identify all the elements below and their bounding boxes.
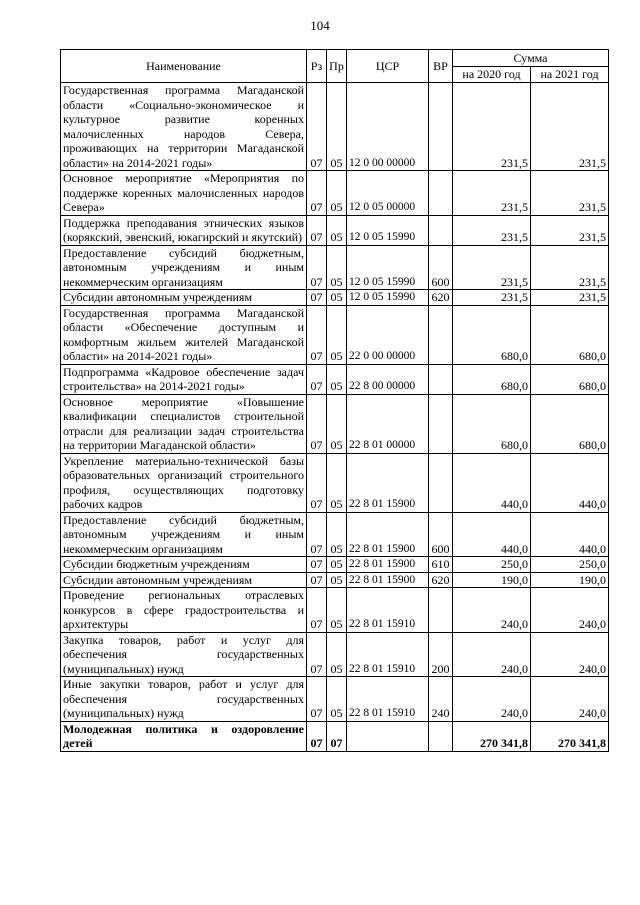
row-rz: 07 — [307, 364, 327, 394]
row-rz: 07 — [307, 632, 327, 677]
table-row — [61, 721, 609, 751]
row-sum-2021: 680,0 — [531, 364, 609, 394]
row-sum-2021: 231,5 — [531, 83, 609, 171]
row-vr — [429, 171, 453, 216]
row-name: Проведение региональных отраслевых конкурсов в сфере градостроительства и архитектуры — [61, 588, 307, 633]
table-row — [61, 632, 609, 677]
row-sum-2020: 440,0 — [453, 453, 531, 512]
row-vr — [429, 721, 453, 751]
row-csr: 12 0 05 15990 — [347, 290, 429, 306]
row-name: Предоставление субсидий бюджетным, автономным учреждениям и иным некоммерческим организациям — [61, 245, 307, 290]
row-rz: 07 — [307, 305, 327, 364]
table-row — [61, 588, 609, 633]
row-pr: 05 — [327, 572, 347, 588]
row-sum-2021: 231,5 — [531, 171, 609, 216]
row-csr: 22 8 01 15910 — [347, 677, 429, 722]
row-sum-2020: 680,0 — [453, 305, 531, 364]
row-pr: 05 — [327, 453, 347, 512]
table-row — [61, 364, 609, 394]
row-sum-2021: 680,0 — [531, 394, 609, 453]
row-pr: 05 — [327, 588, 347, 633]
row-name: Предоставление субсидий бюджетным, автономным учреждениям и иным некоммерческим организациям — [61, 512, 307, 557]
row-vr — [429, 305, 453, 364]
table-row — [61, 290, 609, 306]
table-row — [61, 677, 609, 722]
row-rz: 07 — [307, 572, 327, 588]
row-sum-2021: 440,0 — [531, 453, 609, 512]
row-vr — [429, 364, 453, 394]
row-sum-2020: 190,0 — [453, 572, 531, 588]
table-row — [61, 305, 609, 364]
row-rz: 07 — [307, 394, 327, 453]
row-name: Субсидии автономным учреждениям — [61, 290, 307, 306]
row-name: Поддержка преподавания этнических языков (корякский, эвенский, юкагирский и якутский) — [61, 215, 307, 245]
row-sum-2020: 240,0 — [453, 677, 531, 722]
page-number: 104 — [310, 18, 330, 33]
row-sum-2021: 190,0 — [531, 572, 609, 588]
row-sum-2020: 231,5 — [453, 215, 531, 245]
row-rz: 07 — [307, 557, 327, 573]
row-sum-2021: 231,5 — [531, 290, 609, 306]
row-pr: 05 — [327, 83, 347, 171]
header-vr: ВР — [429, 50, 453, 83]
row-sum-2021: 680,0 — [531, 305, 609, 364]
row-vr: 240 — [429, 677, 453, 722]
row-rz: 07 — [307, 677, 327, 722]
row-sum-2021: 231,5 — [531, 215, 609, 245]
row-sum-2020: 240,0 — [453, 632, 531, 677]
row-csr: 22 8 00 00000 — [347, 364, 429, 394]
row-rz: 07 — [307, 83, 327, 171]
row-rz: 07 — [307, 245, 327, 290]
row-vr: 600 — [429, 245, 453, 290]
row-sum-2020: 240,0 — [453, 588, 531, 633]
row-sum-2020: 231,5 — [453, 290, 531, 306]
row-sum-2021: 250,0 — [531, 557, 609, 573]
header-csr: ЦСР — [347, 50, 429, 83]
row-name: Иные закупки товаров, работ и услуг для обеспечения государственных (муниципальных) нужд — [61, 677, 307, 722]
table-row — [61, 394, 609, 453]
row-csr: 22 0 00 00000 — [347, 305, 429, 364]
row-name: Укрепление материально-технической базы образовательных организаций строительного профиля, осуществляющих подготовку рабочих кадров — [61, 453, 307, 512]
row-vr — [429, 588, 453, 633]
row-sum-2020: 231,5 — [453, 171, 531, 216]
row-vr — [429, 215, 453, 245]
row-sum-2021: 440,0 — [531, 512, 609, 557]
row-sum-2020: 440,0 — [453, 512, 531, 557]
row-pr: 05 — [327, 557, 347, 573]
row-csr: 22 8 01 15900 — [347, 572, 429, 588]
row-pr: 05 — [327, 394, 347, 453]
row-rz: 07 — [307, 290, 327, 306]
row-rz: 07 — [307, 588, 327, 633]
row-pr: 05 — [327, 245, 347, 290]
header-name: Наименование — [61, 50, 307, 83]
header-sum: Сумма — [453, 50, 609, 67]
row-sum-2020: 231,5 — [453, 245, 531, 290]
row-sum-2020: 680,0 — [453, 364, 531, 394]
row-vr — [429, 394, 453, 453]
row-name: Молодежная политика и оздоровление детей — [61, 721, 307, 751]
row-pr: 07 — [327, 721, 347, 751]
row-pr: 05 — [327, 171, 347, 216]
row-name: Основное мероприятие «Мероприятия по поддержке коренных малочисленных народов Севера» — [61, 171, 307, 216]
row-rz: 07 — [307, 453, 327, 512]
row-pr: 05 — [327, 512, 347, 557]
row-pr: 05 — [327, 290, 347, 306]
row-csr: 22 8 01 15910 — [347, 588, 429, 633]
row-sum-2021: 270 341,8 — [531, 721, 609, 751]
table-row — [61, 512, 609, 557]
table-row — [61, 572, 609, 588]
row-csr: 12 0 00 00000 — [347, 83, 429, 171]
table-body — [61, 83, 609, 752]
row-name: Государственная программа Магаданской области «Социально-экономическое и культурное развитие коренных малочисленных народов Севера, проживающих на территории Магаданской области» на 2014-2021 годы» — [61, 83, 307, 171]
row-name: Основное мероприятие «Повышение квалификации специалистов строительной отрасли для реализации задач строительства на территории Магаданской области» — [61, 394, 307, 453]
table-row — [61, 245, 609, 290]
row-name: Подпрограмма «Кадровое обеспечение задач строительства» на 2014-2021 годы» — [61, 364, 307, 394]
table-row — [61, 215, 609, 245]
budget-table — [60, 49, 609, 752]
table-row — [61, 171, 609, 216]
header-year-2021: на 2021 год — [531, 67, 609, 83]
row-csr — [347, 721, 429, 751]
table-row — [61, 83, 609, 171]
row-pr: 05 — [327, 677, 347, 722]
row-pr: 05 — [327, 215, 347, 245]
row-name: Закупка товаров, работ и услуг для обеспечения государственных (муниципальных) нужд — [61, 632, 307, 677]
row-name: Субсидии бюджетным учреждениям — [61, 557, 307, 573]
row-pr: 05 — [327, 305, 347, 364]
row-csr: 22 8 01 00000 — [347, 394, 429, 453]
row-name: Субсидии автономным учреждениям — [61, 572, 307, 588]
row-sum-2021: 240,0 — [531, 588, 609, 633]
table-row — [61, 453, 609, 512]
row-sum-2020: 231,5 — [453, 83, 531, 171]
row-vr: 620 — [429, 290, 453, 306]
row-rz: 07 — [307, 215, 327, 245]
row-vr — [429, 83, 453, 171]
header-pr: Пр — [327, 50, 347, 83]
row-vr: 600 — [429, 512, 453, 557]
row-vr: 620 — [429, 572, 453, 588]
table-row — [61, 557, 609, 573]
row-csr: 22 8 01 15900 — [347, 453, 429, 512]
row-rz: 07 — [307, 171, 327, 216]
row-sum-2020: 680,0 — [453, 394, 531, 453]
row-vr: 610 — [429, 557, 453, 573]
header-rz: Рз — [307, 50, 327, 83]
row-csr: 22 8 01 15900 — [347, 512, 429, 557]
row-csr: 12 0 05 15990 — [347, 245, 429, 290]
row-sum-2020: 270 341,8 — [453, 721, 531, 751]
row-sum-2021: 231,5 — [531, 245, 609, 290]
row-vr — [429, 453, 453, 512]
row-csr: 12 0 05 00000 — [347, 171, 429, 216]
row-sum-2021: 240,0 — [531, 632, 609, 677]
row-rz: 07 — [307, 512, 327, 557]
row-pr: 05 — [327, 364, 347, 394]
row-vr: 200 — [429, 632, 453, 677]
row-csr: 22 8 01 15910 — [347, 632, 429, 677]
row-name: Государственная программа Магаданской области «Обеспечение доступным и комфортным жильем жителей Магаданской области» на 2014-2021 годы» — [61, 305, 307, 364]
row-csr: 12 0 05 15990 — [347, 215, 429, 245]
row-sum-2020: 250,0 — [453, 557, 531, 573]
row-pr: 05 — [327, 632, 347, 677]
row-rz: 07 — [307, 721, 327, 751]
row-sum-2021: 240,0 — [531, 677, 609, 722]
header-year-2020: на 2020 год — [453, 67, 531, 83]
row-csr: 22 8 01 15900 — [347, 557, 429, 573]
